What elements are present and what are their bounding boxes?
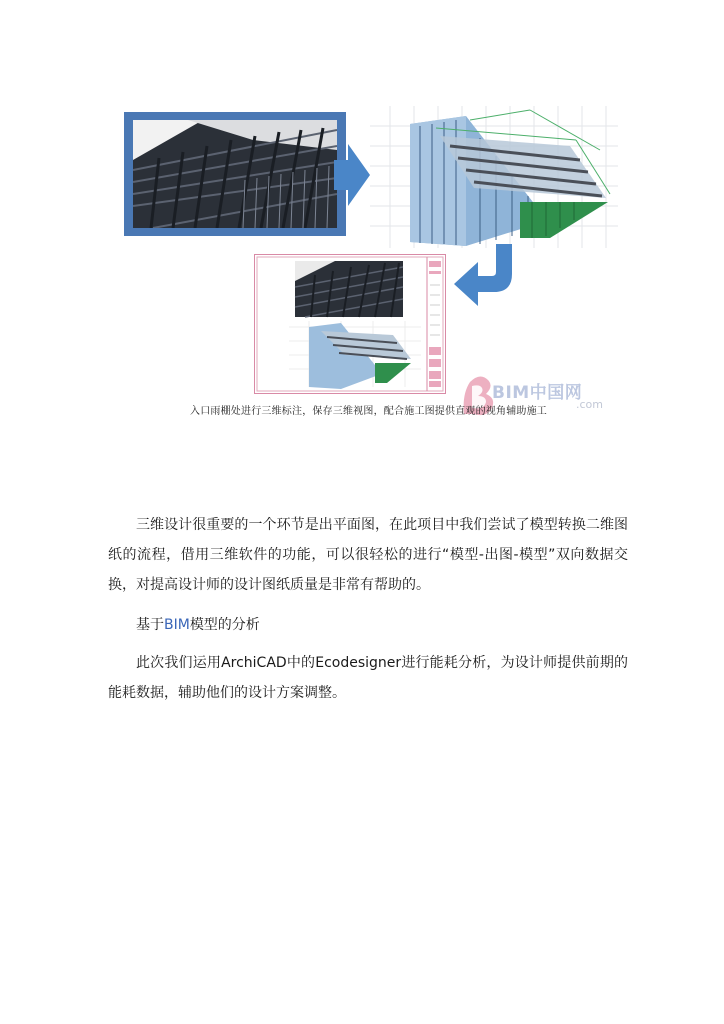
watermark-domain: .com [576, 398, 603, 411]
bim-link[interactable]: BIM [164, 617, 190, 633]
arrow-right-icon [334, 144, 370, 206]
facade-render-panel [124, 112, 346, 236]
heading-suffix: 模型的分析 [189, 617, 260, 633]
watermark-text: BIM中国网 [492, 383, 583, 403]
article-body [108, 510, 628, 708]
facade-render-image [133, 120, 337, 228]
figure-caption: 入口雨棚处进行三维标注，保存三维视图，配合施工图提供直观的视角辅助施工 [190, 406, 547, 417]
paragraph-energy-analysis: 此次我们运用ArchiCAD中的Ecodesigner进行能耗分析，为设计师提供前期的能耗数据，辅助他们的设计方案调整。 [108, 655, 628, 701]
drawing-sheet-panel [254, 254, 446, 394]
figure [0, 0, 724, 440]
annotated-3d-model-image [370, 106, 618, 248]
annotated-3d-model-panel [370, 106, 618, 248]
paragraph-plan-drawing: 三维设计很重要的一个环节是出平面图，在此项目中我们尝试了模型转换二维图纸的流程，借用三维软件的功能，可以很轻松的进行“模型-出图-模型”双向数据交换，对提高设计师的设计图纸质量是非常有帮助的。 [108, 517, 628, 593]
heading-prefix: 基于 [136, 617, 164, 633]
drawing-sheet-image [255, 255, 445, 393]
curved-arrow-icon [452, 244, 518, 310]
section-heading [108, 610, 628, 640]
